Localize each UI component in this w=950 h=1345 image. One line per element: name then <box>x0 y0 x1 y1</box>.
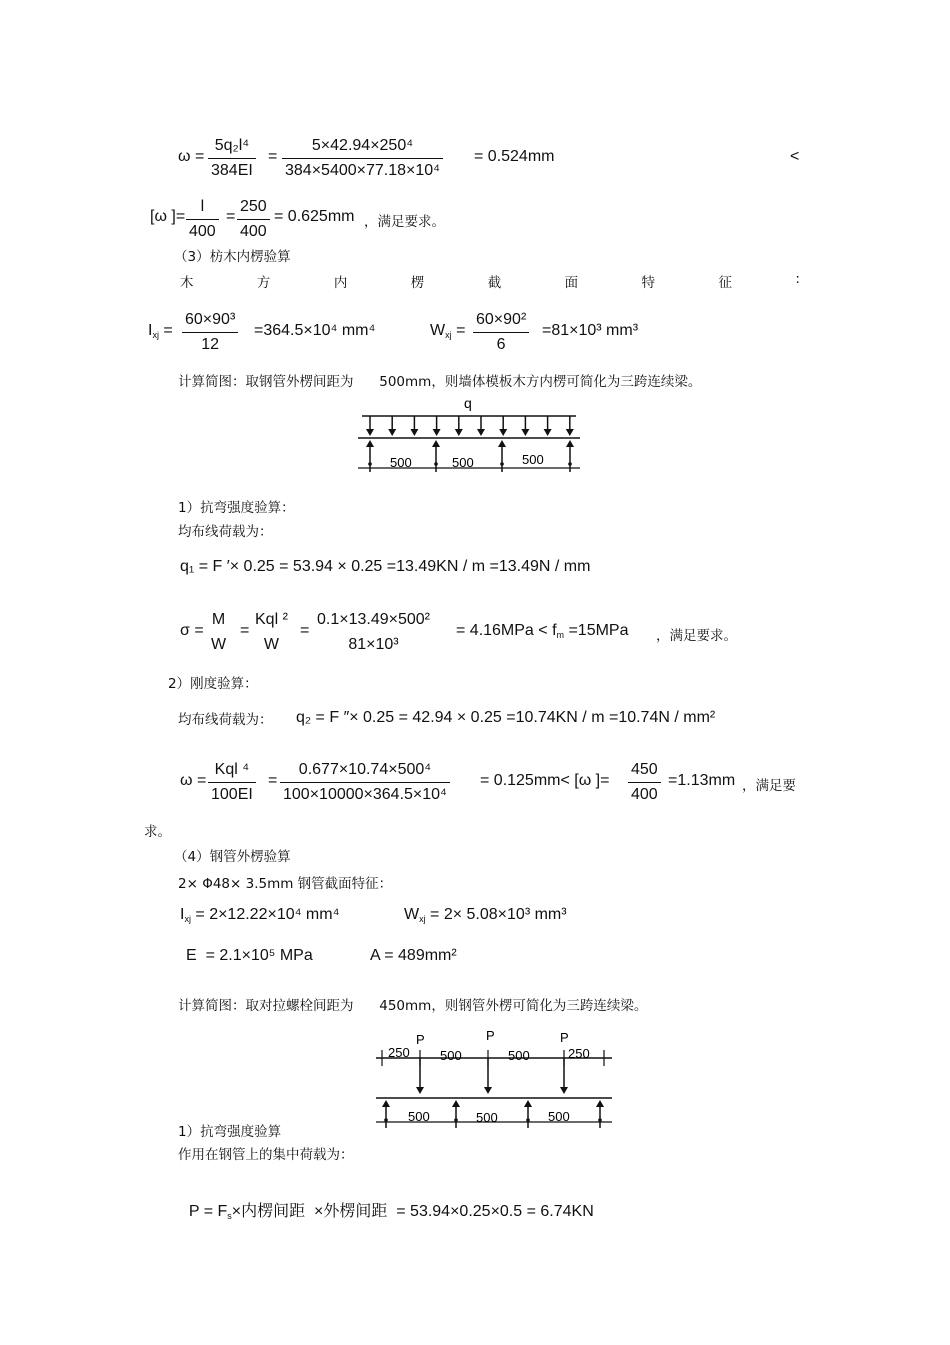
stiffness-1-load-text: 均布线荷载为： <box>178 712 273 728</box>
equals-sign: = <box>268 148 278 165</box>
top-span-label: 500 <box>508 1048 530 1063</box>
numerator: M <box>211 611 226 628</box>
q2-equation: q₂ = F ″× 0.25 = 42.94 × 0.25 =10.74KN / m =10.74N / mm² <box>296 709 716 726</box>
spread-char: 内 <box>333 275 348 291</box>
load-label-p: P <box>486 1028 495 1043</box>
support-node <box>434 462 438 466</box>
spread-char: 楞 <box>410 275 425 291</box>
spread-char: : <box>795 271 800 287</box>
load-arrow-head <box>521 429 529 436</box>
support-arrow-head <box>566 440 574 447</box>
bending-2-load-text: 作用在钢管上的集中荷载为： <box>178 1147 354 1163</box>
section-3-spread-text <box>180 271 800 291</box>
load-arrow-head <box>366 429 374 436</box>
fraction-bar <box>237 219 270 220</box>
support-arrow-head <box>366 440 374 447</box>
omega2-lhs: ω = <box>180 772 207 789</box>
omega2-fraction-3 <box>628 760 661 805</box>
bending-1-load-text: 均布线荷载为： <box>178 524 273 540</box>
allow-fraction-1 <box>186 197 219 242</box>
fraction-bar <box>282 158 443 159</box>
spread-char: 面 <box>564 275 579 291</box>
denominator: 384×5400×77.18×10⁴ <box>285 162 441 179</box>
omega2-result: = 0.125mm< [ω ]= <box>480 772 610 789</box>
load-arrow-head <box>499 429 507 436</box>
section-4-heading: （4）钢管外楞验算 <box>174 849 291 865</box>
stiffness-1-heading: 2）刚度验算： <box>168 676 258 692</box>
w-xj-lhs: $W_{xj}$ = <box>430 322 466 340</box>
support-arrow-head <box>382 1100 390 1107</box>
i-xj-steel: $I_{xj} = 2\times 12.22\times 10^4$ mm⁴ <box>180 906 340 924</box>
support-node <box>384 1118 388 1122</box>
fraction-bar <box>628 782 661 783</box>
equals-sign: = <box>226 208 236 225</box>
support-arrow-head <box>596 1100 604 1107</box>
denominator: 400 <box>631 786 658 803</box>
i-xj-lhs: $I_{xj}$ = <box>148 322 173 340</box>
load-arrow-head <box>477 429 485 436</box>
beam-diagram-2 <box>368 1024 618 1136</box>
denominator: W <box>263 636 279 653</box>
e-modulus: E = 2.1×10⁵ MPa <box>186 947 313 964</box>
p-equation: $P = F_s\times$内楞间距 ×外楞间距 = 53.94×0.25×0.5 = 6.74KN <box>188 1203 594 1221</box>
sigma-fraction-3 <box>314 610 433 655</box>
omega2-note: ，满足要 <box>742 778 796 794</box>
spread-char: 木 <box>180 275 194 291</box>
bottom-span-label: 500 <box>408 1109 430 1124</box>
equals-sign: = <box>268 772 278 789</box>
sigma-fraction-1 <box>208 610 229 655</box>
point-load-arrow-head <box>484 1087 492 1094</box>
load-label-q: q <box>464 395 472 411</box>
spread-char: 特 <box>641 275 656 291</box>
bottom-span-label: 500 <box>476 1110 498 1125</box>
omega2-result-2: =1.13mm <box>668 772 736 789</box>
omega-result: = 0.524mm <box>474 148 555 165</box>
load-arrow-head <box>433 429 441 436</box>
point-load-arrow-head <box>560 1087 568 1094</box>
support-node <box>500 462 504 466</box>
sigma-lhs: σ = <box>180 622 204 639</box>
point-load-arrow-head <box>416 1087 424 1094</box>
load-arrows <box>366 416 574 436</box>
sigma-note: ，满足要求。 <box>656 628 737 644</box>
bottom-span-label: 500 <box>548 1109 570 1124</box>
bending-2-heading: 1）抗弯强度验算 <box>178 1124 282 1140</box>
support-node <box>598 1118 602 1122</box>
fraction-bar <box>208 782 256 783</box>
area: A = 489mm² <box>370 947 457 964</box>
span-label: 500 <box>390 455 412 470</box>
spread-char: 征 <box>718 275 732 291</box>
load-arrow-head <box>544 429 552 436</box>
span-label: 500 <box>452 455 474 470</box>
top-span-label: 500 <box>440 1048 462 1063</box>
support-node <box>454 1118 458 1122</box>
load-arrow-head <box>455 429 463 436</box>
calc-diagram-1-text: 计算简图：取钢管外楞间距为 500mm，则墙体模板木方内楞可简化为三跨连续梁。 <box>178 374 702 390</box>
fraction-bar <box>208 158 256 159</box>
top-span-label: 250 <box>568 1046 590 1061</box>
equals-sign: = <box>240 622 250 639</box>
w-xj-fraction <box>473 310 529 355</box>
fraction-bar <box>473 332 529 333</box>
less-than-sign: < <box>790 148 800 165</box>
denominator: W <box>211 636 227 653</box>
fraction-bar <box>208 632 229 633</box>
numerator: 0.1×13.49×500² <box>317 611 430 628</box>
section-4-props-text: 2× Φ48× 3.5mm 钢管截面特征： <box>178 876 393 892</box>
denominator: 6 <box>496 336 506 353</box>
fraction-bar <box>314 632 433 633</box>
support-node <box>568 462 572 466</box>
w-xj-steel: $W_{xj} = 2\times 5.08\times 10^3$ mm³ <box>404 906 567 924</box>
load-label-p: P <box>416 1032 425 1047</box>
numerator: 5×42.94×250⁴ <box>311 137 414 154</box>
numerator: 60×90³ <box>185 311 236 328</box>
omega2-note-cont: 求。 <box>144 824 171 840</box>
numerator: 450 <box>631 761 658 778</box>
support-arrow-head <box>524 1100 532 1107</box>
load-arrow-head <box>566 429 574 436</box>
denominator: 384EI <box>211 162 253 179</box>
load-arrow-head <box>410 429 418 436</box>
omega-fraction-2 <box>282 136 443 181</box>
sigma-fraction-2 <box>252 610 291 655</box>
fraction-bar <box>280 782 450 783</box>
denominator: 100EI <box>211 786 253 803</box>
fraction-bar <box>252 632 291 633</box>
omega-fraction-1 <box>208 136 256 181</box>
spread-char: 方 <box>256 275 271 291</box>
support-arrow-head <box>452 1100 460 1107</box>
sigma-result: = $4.16MPa < f_m =15MPa$ <box>456 622 629 640</box>
bending-1-heading: 1）抗弯强度验算： <box>178 500 295 516</box>
denominator: 400 <box>189 223 216 240</box>
numerator: 60×90² <box>476 311 527 328</box>
load-arrow-head <box>388 429 396 436</box>
i-xj-result: =364.5×10⁴ mm⁴ <box>254 322 376 339</box>
equals-sign: = <box>300 622 310 639</box>
numerator: l <box>200 198 205 215</box>
span-label: 500 <box>522 452 544 467</box>
top-span-label: 250 <box>388 1045 410 1060</box>
load-labels <box>416 1028 569 1047</box>
numerator: Kql ² <box>255 611 288 628</box>
support-node <box>526 1118 530 1122</box>
omega2-fraction-1 <box>208 760 256 805</box>
numerator: 250 <box>240 198 267 215</box>
allow-fraction-2 <box>237 197 270 242</box>
fraction-bar <box>182 332 238 333</box>
numerator: Kql ⁴ <box>214 761 250 778</box>
support-arrow-head <box>498 440 506 447</box>
allow-result: = 0.625mm <box>274 208 355 225</box>
section-3-heading: （3）枋木内楞验算 <box>174 249 291 265</box>
w-xj-result: =81×10³ mm³ <box>542 322 639 339</box>
numerator: 5q₂l⁴ <box>214 137 250 154</box>
omega2-fraction-2 <box>280 760 450 805</box>
denominator: 12 <box>201 336 220 353</box>
denominator: 100×10000×364.5×10⁴ <box>283 786 447 803</box>
spread-char: 截 <box>487 275 502 291</box>
denominator: 81×10³ <box>348 636 399 653</box>
beam-diagram-1 <box>350 392 590 477</box>
i-xj-fraction <box>182 310 238 355</box>
numerator: 0.677×10.74×500⁴ <box>298 761 432 778</box>
q1-equation: q₁ = F ′× 0.25 = 53.94 × 0.25 =13.49KN / m =13.49N / mm <box>180 558 591 575</box>
allow-note: ，满足要求。 <box>364 214 445 230</box>
omega-lhs: ω = <box>178 148 205 165</box>
support-node <box>368 462 372 466</box>
calc-diagram-2-text: 计算简图：取对拉螺栓间距为 450mm，则钢管外楞可简化为三跨连续梁。 <box>178 998 648 1014</box>
support-arrow-head <box>432 440 440 447</box>
omega-allow-lhs: [ω ]= <box>150 208 186 225</box>
fraction-bar <box>186 219 219 220</box>
denominator: 400 <box>240 223 267 240</box>
load-label-p: P <box>560 1030 569 1045</box>
